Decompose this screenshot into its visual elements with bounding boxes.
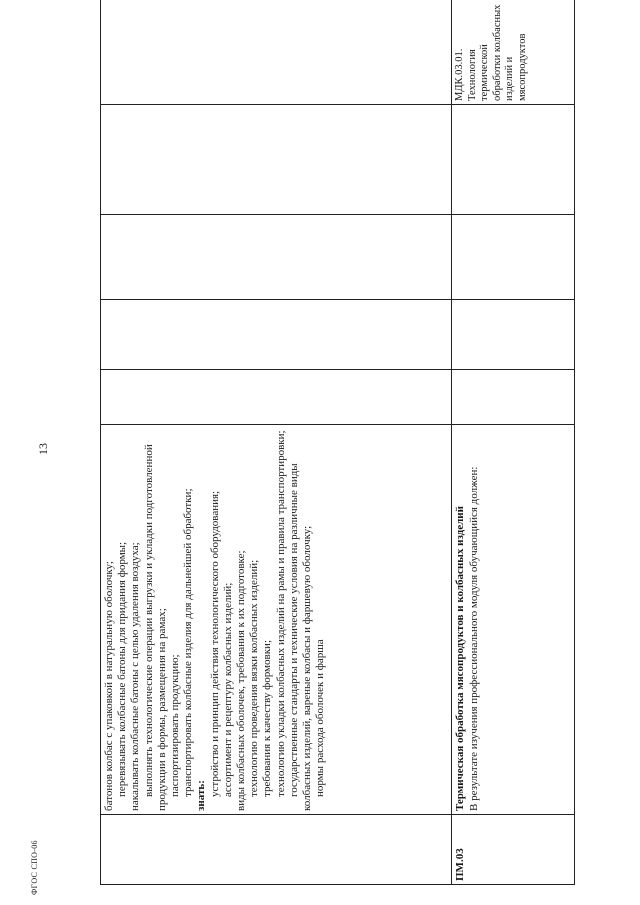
list-item: накалывать колбасные батоны с целью удаления воздуха; — [129, 542, 142, 811]
cell-empty — [452, 370, 575, 425]
cell-empty — [101, 215, 452, 300]
cell-empty — [101, 105, 452, 215]
list-item: транспортировать колбасные изделия для дальнейшей обработки; — [182, 488, 195, 797]
cell-description — [101, 425, 452, 815]
list-item: технологию проведения вязки колбасных изделий; — [248, 559, 261, 797]
module-intro: В результате изучения профессионального модуля обучающийся должен: — [467, 466, 480, 811]
cell-mdk: МДК.03.01. Технология термической обработки колбасных изделий и мясопродуктов — [452, 0, 575, 105]
page-number: 13 — [36, 443, 50, 455]
list-item: ассортимент и рецептуру колбасных изделий; — [221, 582, 234, 797]
list-item: требования к качеству формовки; — [261, 640, 274, 797]
cell-empty — [101, 300, 452, 370]
list-item: государственные стандарты и технические условия на различные виды колбасных изделий, вареные колбасы и фаршевую оболочку; — [287, 463, 314, 811]
list-item: выполнять технологические операции выгрузки и укладки подготовленной продукции в формы, размещения на рамах; — [142, 444, 168, 811]
cell-code — [101, 815, 452, 885]
list-item: нормы расхода оболочек и фарша — [314, 639, 327, 797]
cell-empty — [101, 0, 452, 105]
cell-empty — [101, 370, 452, 425]
list-item: устройство и принцип действия технологического оборудования; — [208, 490, 221, 797]
cell-module-code: ПМ.03 — [452, 815, 575, 885]
cell-empty — [452, 215, 575, 300]
curriculum-table — [100, 0, 575, 885]
list-item: виды колбасных оболочек, требования к их подготовке; — [235, 550, 248, 811]
list-item: батонов колбас с упаковкой в натуральную оболочку; — [103, 561, 115, 811]
cell-empty — [452, 300, 575, 370]
know-label: знать: — [195, 780, 208, 811]
cell-empty — [452, 105, 575, 215]
cell-module-description — [452, 425, 575, 815]
list-item: паспортизировать продукцию; — [169, 654, 182, 797]
list-item: технологию укладки колбасных изделий на рамы и правила транспортировки; — [274, 430, 287, 797]
curriculum-table-rotated — [100, 4, 575, 885]
list-item: перевязывать колбасные батоны для придания формы; — [116, 541, 129, 797]
table-row — [101, 0, 452, 885]
footer-code: ФГОС СПО-06 — [30, 840, 39, 895]
table-row — [452, 0, 575, 885]
module-title: Термическая обработка мясопродуктов и колбасных изделий — [454, 506, 467, 811]
